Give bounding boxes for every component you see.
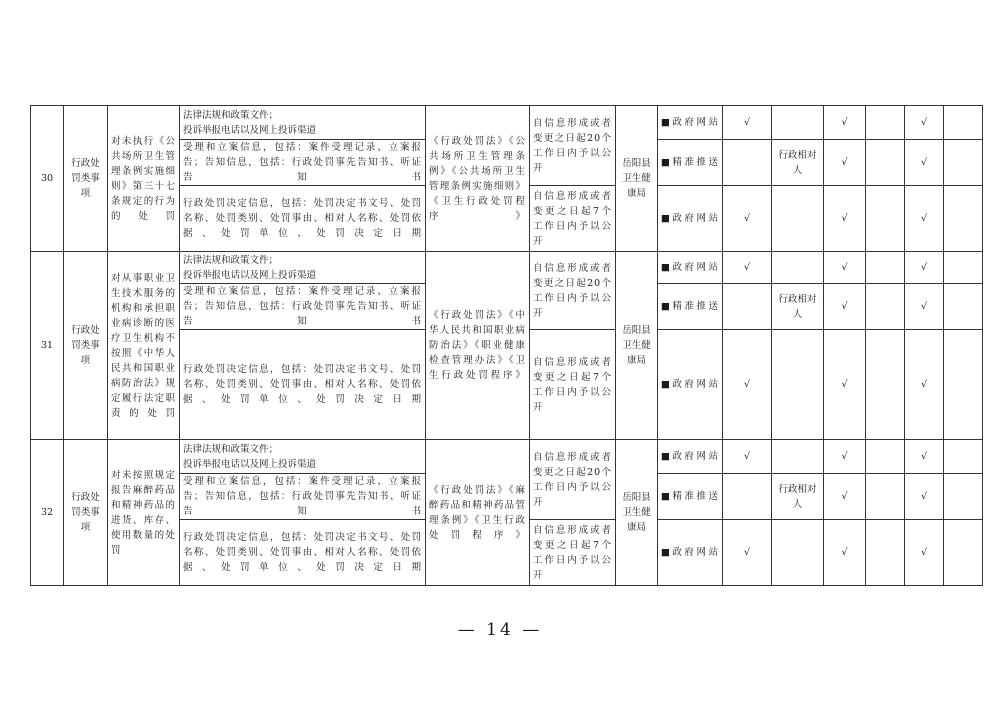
content-line: 投诉举报电话以及网上投诉渠道 <box>183 269 317 281</box>
table-row <box>31 252 983 284</box>
target-cell <box>772 106 824 140</box>
table-row <box>31 440 983 474</box>
time-cell: 自信息形成或者变更之日起20个工作日内予以公开 <box>530 252 616 330</box>
item-cell: 对未执行《公共场所卫生管理条例实施细则》第三十七条规定的行为的处罚 <box>108 106 180 252</box>
check-mark: √ <box>905 520 944 586</box>
subject-cell: 岳阳县卫生健康局 <box>616 440 658 586</box>
content-line: 投诉举报电话以及网上投诉渠道 <box>183 458 317 470</box>
empty-cell <box>866 284 905 330</box>
content-line: 法律法规和政策文件； <box>183 254 279 266</box>
check-mark: √ <box>723 106 772 140</box>
check-mark: √ <box>905 106 944 140</box>
channel-cell: ■政府网站 <box>658 252 723 284</box>
channel-cell: ■政府网站 <box>658 440 723 474</box>
check-mark: √ <box>824 520 866 586</box>
time-cell: 自信息形成或者变更之日起20个工作日内予以公开 <box>530 106 616 186</box>
time-cell: 自信息形成或者变更之日起7个工作日内予以公开 <box>530 330 616 440</box>
check-mark: √ <box>824 284 866 330</box>
check-mark: √ <box>905 186 944 252</box>
content-cell-a <box>180 106 426 140</box>
check-mark: √ <box>905 140 944 186</box>
check-mark: √ <box>723 440 772 474</box>
target-cell: 行政相对人 <box>772 474 824 520</box>
channel-cell: ■精准推送 <box>658 140 723 186</box>
channel-cell: ■精准推送 <box>658 474 723 520</box>
channel-cell: ■政府网站 <box>658 520 723 586</box>
empty-cell <box>723 140 772 186</box>
check-mark: √ <box>824 440 866 474</box>
check-mark: √ <box>824 106 866 140</box>
content-cell-c: 行政处罚决定信息，包括：处罚决定书文号、处罚名称、处罚类别、处罚事由、相对人名称、处罚依据、处罚单位、处罚决定日期 <box>180 330 426 440</box>
channel-cell: ■政府网站 <box>658 106 723 140</box>
check-mark: √ <box>723 186 772 252</box>
content-line: 投诉举报电话以及网上投诉渠道 <box>183 124 317 136</box>
check-mark: √ <box>824 474 866 520</box>
page-number: — 14 — <box>457 620 543 640</box>
content-line: 法律法规和政策文件； <box>183 109 279 121</box>
subject-cell: 岳阳县卫生健康局 <box>616 106 658 252</box>
empty-cell <box>723 474 772 520</box>
empty-cell <box>944 284 983 330</box>
time-cell: 自信息形成或者变更之日起20个工作日内予以公开 <box>530 440 616 520</box>
empty-cell <box>866 330 905 440</box>
time-cell: 自信息形成或者变更之日起7个工作日内予以公开 <box>530 186 616 252</box>
empty-cell <box>944 330 983 440</box>
check-mark: √ <box>905 252 944 284</box>
empty-cell <box>772 186 824 252</box>
content-cell-b: 受理和立案信息，包括：案件受理记录、立案报告；告知信息，包括：行政处罚事先告知书、听证告知书 <box>180 474 426 520</box>
category-cell: 行政处罚类事项 <box>64 252 108 440</box>
channel-cell: ■政府网站 <box>658 186 723 252</box>
empty-cell <box>944 140 983 186</box>
check-mark: √ <box>723 252 772 284</box>
check-mark: √ <box>824 252 866 284</box>
empty-cell <box>944 440 983 474</box>
empty-cell <box>944 186 983 252</box>
empty-cell <box>723 284 772 330</box>
check-mark: √ <box>905 284 944 330</box>
empty-cell <box>772 520 824 586</box>
subject-cell: 岳阳县卫生健康局 <box>616 252 658 440</box>
check-mark: √ <box>723 520 772 586</box>
target-cell <box>772 252 824 284</box>
content-cell-a <box>180 252 426 284</box>
content-cell-b: 受理和立案信息，包括：案件受理记录、立案报告；告知信息，包括：行政处罚事先告知书、听证告知书 <box>180 284 426 330</box>
check-mark: √ <box>824 140 866 186</box>
row-number: 30 <box>31 106 64 252</box>
empty-cell <box>866 520 905 586</box>
content-line: 法律法规和政策文件； <box>183 443 279 455</box>
basis-cell: 《行政处罚法》《中华人民共和国职业病防治法》《职业健康检查管理办法》《卫生行政处罚程序》 <box>426 252 530 440</box>
empty-cell <box>772 330 824 440</box>
row-number: 31 <box>31 252 64 440</box>
empty-cell <box>944 252 983 284</box>
channel-cell: ■政府网站 <box>658 330 723 440</box>
check-mark: √ <box>824 186 866 252</box>
category-cell: 行政处罚类事项 <box>64 106 108 252</box>
empty-cell <box>866 106 905 140</box>
empty-cell <box>866 440 905 474</box>
check-mark: √ <box>905 440 944 474</box>
empty-cell <box>866 140 905 186</box>
basis-cell: 《行政处罚法》《麻醉药品和精神药品管理条例》《卫生行政处罚程序》 <box>426 440 530 586</box>
empty-cell <box>866 474 905 520</box>
channel-cell: ■精准推送 <box>658 284 723 330</box>
content-cell-c: 行政处罚决定信息，包括：处罚决定书文号、处罚名称、处罚类别、处罚事由、相对人名称、处罚依据、处罚单位、处罚决定日期 <box>180 186 426 252</box>
item-cell: 对未按照规定报告麻醉药品和精神药品的进货、库存、使用数量的处罚 <box>108 440 180 586</box>
row-number: 32 <box>31 440 64 586</box>
content-cell-a <box>180 440 426 474</box>
empty-cell <box>944 106 983 140</box>
check-mark: √ <box>723 330 772 440</box>
basis-cell: 《行政处罚法》《公共场所卫生管理条例》《公共场所卫生管理条例实施细则》《卫生行政处罚程序》 <box>426 106 530 252</box>
time-cell: 自信息形成或者变更之日起7个工作日内予以公开 <box>530 520 616 586</box>
check-mark: √ <box>905 330 944 440</box>
disclosure-table <box>30 105 983 586</box>
item-cell: 对从事职业卫生技术服务的机构和承担职业病诊断的医疗卫生机构不按照《中华人民共和国职业病防治法》规定履行法定职责的处罚 <box>108 252 180 440</box>
empty-cell <box>944 520 983 586</box>
empty-cell <box>866 252 905 284</box>
check-mark: √ <box>905 474 944 520</box>
category-cell: 行政处罚类事项 <box>64 440 108 586</box>
content-cell-b: 受理和立案信息，包括：案件受理记录、立案报告；告知信息，包括：行政处罚事先告知书、听证告知书 <box>180 140 426 186</box>
target-cell: 行政相对人 <box>772 284 824 330</box>
target-cell <box>772 440 824 474</box>
content-cell-c: 行政处罚决定信息，包括：处罚决定书文号、处罚名称、处罚类别、处罚事由、相对人名称、处罚依据、处罚单位、处罚决定日期 <box>180 520 426 586</box>
table-row <box>31 106 983 140</box>
target-cell: 行政相对人 <box>772 140 824 186</box>
empty-cell <box>944 474 983 520</box>
check-mark: √ <box>824 330 866 440</box>
empty-cell <box>866 186 905 252</box>
